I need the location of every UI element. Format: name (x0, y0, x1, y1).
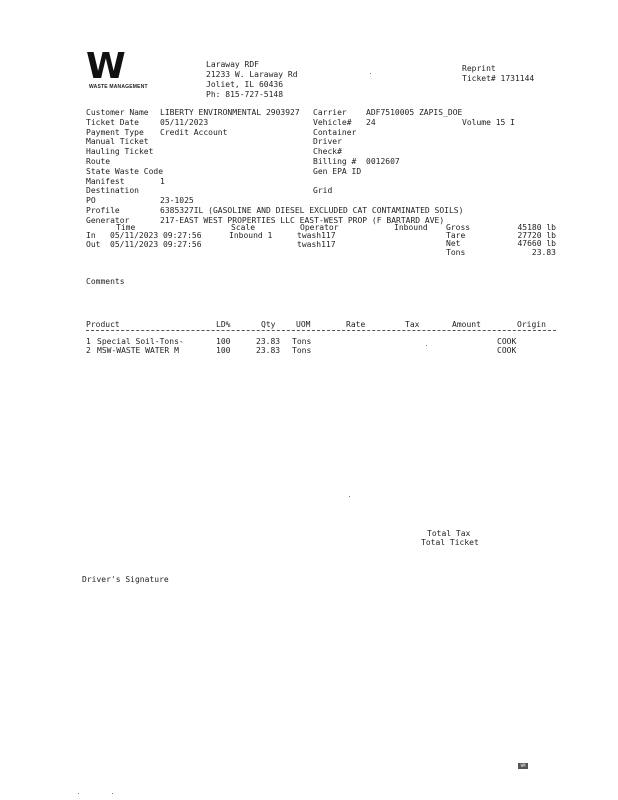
weigh-header-time: Time (116, 223, 136, 232)
weight-label: Tons (446, 247, 466, 257)
total-ticket-label: Total Ticket (421, 538, 479, 547)
product-col-header: Tax (405, 320, 420, 329)
weigh-time: 05/11/2023 09:27:56 (110, 240, 202, 249)
volume-label (462, 118, 515, 128)
product-ld: 100 (216, 345, 231, 355)
volume-key: Volume (462, 118, 491, 127)
info-key: Destination (86, 186, 139, 196)
info-value: 23-1025 (160, 196, 194, 206)
info-value: 1 (160, 176, 165, 186)
ticket-number: Ticket# 1731144 (462, 74, 535, 83)
product-ld: 100 (216, 337, 231, 346)
product-line-no: 1 (86, 337, 91, 346)
product-uom: Tons (292, 345, 312, 355)
waste-management-logo: W (86, 46, 122, 87)
weight-label: Tare (446, 231, 466, 241)
weight-label: Net (446, 239, 461, 249)
product-col-header: Product (86, 320, 120, 329)
speck (426, 345, 427, 346)
site-city: Joliet, IL 60436 (206, 80, 284, 89)
product-name: Special Soil-Tons- (97, 337, 184, 346)
product-col-header: Rate (346, 320, 366, 329)
volume-value: 15 I (495, 118, 515, 127)
reprint-label: Reprint (462, 64, 496, 73)
info-key: Carrier (313, 108, 347, 117)
info-key: Container (313, 127, 357, 137)
site-phone: Ph: 815-727-5148 (206, 90, 284, 99)
header-divider (86, 330, 556, 331)
product-origin: COOK (497, 345, 517, 355)
product-col-header: Qty (261, 320, 276, 329)
info-key: Gen EPA ID (313, 166, 362, 176)
info-key: Payment Type (86, 127, 144, 137)
speck (349, 496, 350, 497)
product-col-header: LD% (216, 320, 231, 329)
info-key: Hauling Ticket (86, 147, 154, 157)
driver-signature-label: Driver's Signature (82, 575, 169, 584)
info-key: Check# (313, 147, 342, 157)
info-value: Credit Account (160, 127, 228, 137)
info-key: PO (86, 196, 96, 206)
speck (370, 73, 371, 74)
product-uom: Tons (292, 337, 312, 346)
info-key: Billing # (313, 157, 357, 166)
info-key: Generator (86, 215, 130, 225)
product-line-no: 2 (86, 345, 91, 355)
info-key: Profile (86, 206, 120, 215)
weigh-header-inbound: Inbound (394, 223, 428, 232)
info-key: Grid (313, 186, 333, 196)
info-key: State Waste Code (86, 166, 164, 176)
site-address: 21233 W. Laraway Rd (206, 70, 298, 79)
info-value: 24 (366, 117, 376, 127)
weigh-direction: In (86, 231, 96, 240)
info-value: 217-EAST WEST PROPERTIES LLC EAST-WEST PROP (F BARTARD AVE) (160, 215, 445, 225)
total-tax-label: Total Tax (427, 529, 471, 538)
weigh-time: 05/11/2023 09:27:56 (110, 231, 202, 240)
info-key: Manifest (86, 176, 125, 186)
info-value: ADF7510005 ZAPIS_DOE (366, 108, 463, 117)
weight-value: 45180 lb (517, 223, 556, 232)
comments-label: Comments (86, 277, 125, 286)
product-qty: 23.83 (256, 345, 281, 355)
weigh-operator: twash117 (297, 231, 336, 240)
weight-value: 23.83 (531, 247, 556, 257)
info-key: Ticket Date (86, 117, 139, 127)
product-col-header: Origin (517, 320, 546, 329)
product-col-header: UOM (296, 320, 311, 329)
info-value: 05/11/2023 (160, 117, 209, 127)
weight-value: 27720 lb (517, 231, 556, 241)
info-key: Customer Name (86, 108, 149, 117)
weigh-scale: Inbound 1 (229, 231, 273, 240)
product-name: MSW-WASTE WATER M (97, 345, 179, 355)
info-value: 0012607 (366, 157, 400, 166)
site-name: Laraway RDF (206, 60, 259, 69)
weight-value: 47660 lb (517, 239, 556, 249)
info-key: Driver (313, 137, 342, 147)
info-value: LIBERTY ENVIRONMENTAL 2903927 (160, 108, 300, 117)
weight-label: Gross (446, 223, 471, 232)
product-origin: COOK (497, 337, 517, 346)
speck (78, 793, 79, 794)
page-stamp: WM (518, 763, 528, 769)
info-key: Manual Ticket (86, 137, 149, 147)
weigh-direction: Out (86, 240, 101, 249)
weigh-header-scale: Scale (231, 223, 256, 232)
product-col-header: Amount (452, 320, 481, 329)
info-key: Route (86, 157, 111, 166)
speck (112, 793, 113, 794)
info-key: Vehicle# (313, 117, 352, 127)
weigh-operator: twash117 (297, 240, 336, 249)
logo-subtitle: WASTE MANAGEMENT (89, 84, 148, 90)
product-qty: 23.83 (256, 337, 281, 346)
weigh-header-operator: Operator (300, 223, 339, 232)
info-value: 6385327IL (GASOLINE AND DIESEL EXCLUDED CAT CONTAMINATED SOILS) (160, 206, 464, 215)
